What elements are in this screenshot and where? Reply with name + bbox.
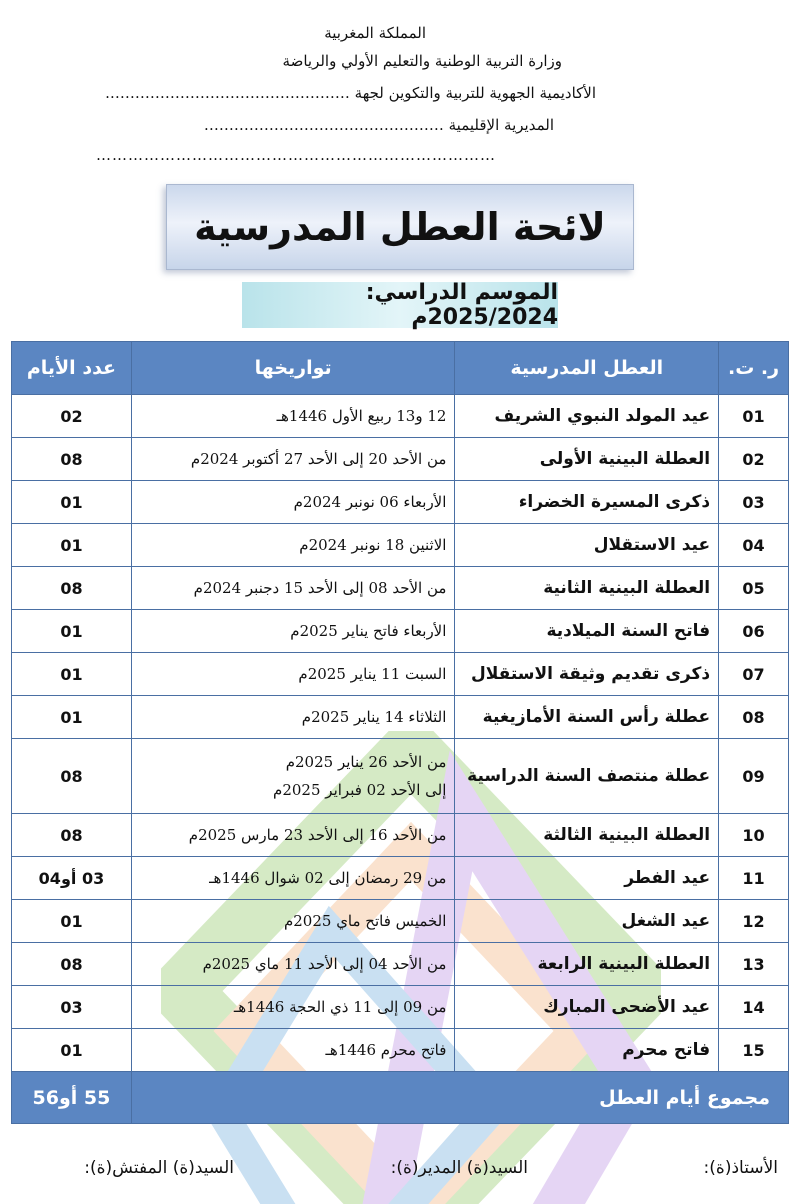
- row-date-line: الاثنين 18 نونبر 2024م: [299, 536, 447, 554]
- row-days: 03: [12, 986, 132, 1029]
- row-days: 02: [12, 395, 132, 438]
- row-dates: [131, 653, 455, 696]
- row-days: 08: [12, 438, 132, 481]
- row-days: 08: [12, 567, 132, 610]
- row-dates: [131, 696, 455, 739]
- directorate-line: [204, 116, 554, 134]
- row-date-line: من الأحد 26 يناير 2025م: [285, 753, 447, 771]
- table-row: [12, 986, 789, 1029]
- row-num: 07: [719, 653, 789, 696]
- row-date-line: من الأحد 04 إلى الأحد 11 ماي 2025م: [202, 955, 447, 973]
- header-holiday: العطل المدرسية: [455, 342, 719, 395]
- kingdom-name: المملكة المغربية: [324, 24, 426, 42]
- row-days: 08: [12, 739, 132, 814]
- row-num: 03: [719, 481, 789, 524]
- row-holiday: عيد الاستقلال: [455, 524, 719, 567]
- row-days: 01: [12, 696, 132, 739]
- row-date-line: من 29 رمضان إلى 02 شوال 1446هـ: [209, 869, 447, 887]
- row-holiday: العطلة البينية الرابعة: [455, 943, 719, 986]
- row-dates: [131, 481, 455, 524]
- season-banner: [242, 282, 558, 328]
- total-label: مجموع أيام العطل: [131, 1072, 788, 1124]
- row-date-line: من الأحد 16 إلى الأحد 23 مارس 2025م: [188, 826, 447, 844]
- holiday-table: [11, 341, 789, 1124]
- row-dates: [131, 1029, 455, 1072]
- row-date-line: الثلاثاء 14 يناير 2025م: [301, 708, 447, 726]
- row-date-line: السبت 11 يناير 2025م: [298, 665, 447, 683]
- signature-director: السيد(ة) المدير(ة):: [390, 1158, 528, 1178]
- row-date-line: من الأحد 08 إلى الأحد 15 دجنبر 2024م: [193, 579, 447, 597]
- document-header: [0, 18, 800, 168]
- directorate-dots: …………………………………………: [203, 116, 444, 134]
- blank-dots-line: [96, 146, 496, 164]
- row-dates: [131, 739, 455, 814]
- title-banner: [166, 184, 634, 270]
- table-row: [12, 857, 789, 900]
- row-num: 13: [719, 943, 789, 986]
- table-footer-row: [12, 1072, 789, 1124]
- table-row: [12, 567, 789, 610]
- row-holiday: ذكرى تقديم وثيقة الاستقلال: [455, 653, 719, 696]
- table-row: [12, 438, 789, 481]
- row-date-line: الأربعاء 06 نونبر 2024م: [293, 493, 447, 511]
- row-num: 04: [719, 524, 789, 567]
- row-holiday: العطلة البينية الأولى: [455, 438, 719, 481]
- table-row: [12, 395, 789, 438]
- row-days: 03 أو04: [12, 857, 132, 900]
- row-num: 08: [719, 696, 789, 739]
- row-dates: [131, 610, 455, 653]
- ministry-name: وزارة التربية الوطنية والتعليم الأولي والرياضة: [282, 52, 562, 70]
- table-row: [12, 814, 789, 857]
- row-days: 08: [12, 943, 132, 986]
- table-header-row: [12, 342, 789, 395]
- table-row: [12, 943, 789, 986]
- academy-dots: ………………………………………….: [105, 84, 350, 102]
- row-holiday: عيد المولد النبوي الشريف: [455, 395, 719, 438]
- row-holiday: عيد الفطر: [455, 857, 719, 900]
- row-num: 05: [719, 567, 789, 610]
- directorate-label: المديرية الإقليمية: [448, 116, 554, 134]
- table-row: [12, 1029, 789, 1072]
- row-dates: [131, 567, 455, 610]
- row-dates: [131, 857, 455, 900]
- row-date-line: الأربعاء فاتح يناير 2025م: [290, 622, 447, 640]
- row-dates: [131, 943, 455, 986]
- row-days: 01: [12, 900, 132, 943]
- row-date-line: فاتح محرم 1446هـ: [325, 1041, 447, 1059]
- row-days: 01: [12, 610, 132, 653]
- row-holiday: فاتح السنة الميلادية: [455, 610, 719, 653]
- row-holiday: ذكرى المسيرة الخضراء: [455, 481, 719, 524]
- row-dates: [131, 900, 455, 943]
- academy-label: الأكاديمية الجهوية للتربية والتكوين لجهة: [354, 84, 596, 102]
- table-row: [12, 610, 789, 653]
- header-num: ر. ت.: [719, 342, 789, 395]
- row-num: 01: [719, 395, 789, 438]
- row-days: 01: [12, 653, 132, 696]
- row-num: 09: [719, 739, 789, 814]
- academy-line: [105, 84, 596, 102]
- row-days: 08: [12, 814, 132, 857]
- row-dates: [131, 524, 455, 567]
- row-num: 02: [719, 438, 789, 481]
- header-days: عدد الأيام: [12, 342, 132, 395]
- row-date-line: 12 و13 ربيع الأول 1446هـ: [276, 407, 447, 425]
- row-date-line: إلى الأحد 02 فبراير 2025م: [273, 781, 447, 799]
- table-row: [12, 900, 789, 943]
- page-title: لائحة العطل المدرسية: [194, 205, 606, 249]
- season-label: الموسم الدراسي: 2025/2024م: [365, 280, 558, 330]
- row-holiday: العطلة البينية الثانية: [455, 567, 719, 610]
- row-days: 01: [12, 1029, 132, 1072]
- row-days: 01: [12, 524, 132, 567]
- signature-teacher: الأستاذ(ة):: [703, 1158, 778, 1178]
- row-holiday: عيد الأضحى المبارك: [455, 986, 719, 1029]
- row-days: 01: [12, 481, 132, 524]
- row-date-line: من الأحد 20 إلى الأحد 27 أكتوبر 2024م: [190, 450, 447, 468]
- row-date-line: الخميس فاتح ماي 2025م: [283, 912, 447, 930]
- blank-dots: …………………………………………………………………: [96, 146, 496, 164]
- table-row: [12, 696, 789, 739]
- table-row: [12, 739, 789, 814]
- table-row: [12, 653, 789, 696]
- row-dates: [131, 814, 455, 857]
- row-num: 10: [719, 814, 789, 857]
- row-holiday: عطلة منتصف السنة الدراسية: [455, 739, 719, 814]
- row-dates: [131, 395, 455, 438]
- row-date-line: من 09 إلى 11 ذي الحجة 1446هـ: [233, 998, 447, 1016]
- signature-inspector: السيد(ة) المفتش(ة):: [84, 1158, 234, 1178]
- total-value: 55 أو56: [12, 1072, 132, 1124]
- holiday-table-wrapper: [11, 341, 789, 1124]
- row-num: 12: [719, 900, 789, 943]
- table-row: [12, 481, 789, 524]
- row-dates: [131, 438, 455, 481]
- header-dates: تواريخها: [131, 342, 455, 395]
- row-holiday: العطلة البينية الثالثة: [455, 814, 719, 857]
- table-row: [12, 524, 789, 567]
- row-holiday: عيد الشغل: [455, 900, 719, 943]
- row-num: 11: [719, 857, 789, 900]
- row-num: 14: [719, 986, 789, 1029]
- row-holiday: فاتح محرم: [455, 1029, 719, 1072]
- row-holiday: عطلة رأس السنة الأمازيغية: [455, 696, 719, 739]
- row-dates: [131, 986, 455, 1029]
- row-num: 15: [719, 1029, 789, 1072]
- row-num: 06: [719, 610, 789, 653]
